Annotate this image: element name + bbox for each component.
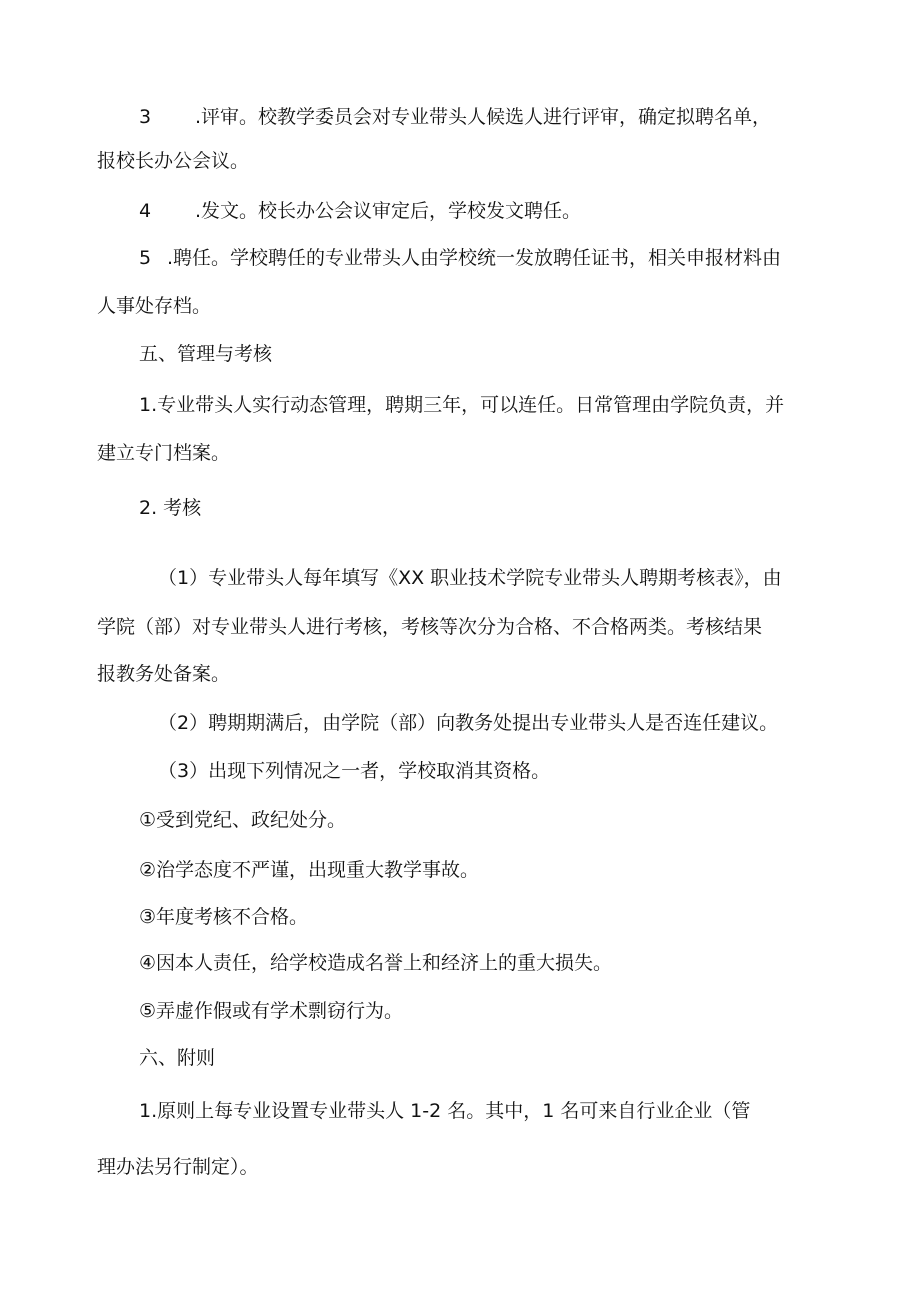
item-number: 4 (139, 200, 152, 222)
line-text: .聘任。学校聘任的专业带头人由学校统一发放聘任证书，相关申报材料由 (167, 247, 782, 269)
paragraph-appoint-cont: 人事处存档。 (97, 295, 212, 317)
paragraph-assessment-2: （2）聘期期满后，由学院（部）向教务处提出专业带头人是否连任建议。 (158, 712, 779, 734)
paragraph-assessment-1: （1）专业带头人每年填写《XX 职业技术学院专业带头人聘期考核表》，由 (158, 567, 782, 589)
list-item-3: ③年度考核不合格。 (139, 906, 309, 928)
paragraph-appendix-1: 1.原则上每专业设置专业带头人 1-2 名。其中，1 名可来自行业企业（管 (139, 1100, 751, 1122)
list-item-2: ②治学态度不严谨，出现重大教学事故。 (139, 859, 480, 881)
paragraph-dynamic-management: 1.专业带头人实行动态管理，聘期三年，可以连任。日常管理由学院负责，并 (139, 394, 785, 416)
paragraph-review-cont: 报校长办公会议。 (97, 150, 250, 172)
paragraph-assessment-3: （3）出现下列情况之一者，学校取消其资格。 (158, 760, 551, 782)
paragraph-dynamic-management-cont: 建立专门档案。 (97, 442, 231, 464)
paragraph-review (139, 105, 771, 129)
list-item-1: ①受到党纪、政纪处分。 (139, 809, 347, 831)
line-text: .发文。校长办公会议审定后，学校发文聘任。 (195, 200, 582, 222)
item-number: 3 (139, 106, 152, 128)
section-heading-management: 五、管理与考核 (139, 343, 273, 365)
paragraph-appendix-1-cont: 理办法另行制定）。 (97, 1156, 259, 1178)
line-text: .评审。校教学委员会对专业带头人候选人进行评审，确定拟聘名单， (195, 106, 772, 128)
paragraph-assessment-1-cont2: 报教务处备案。 (97, 663, 231, 685)
item-number: 5 (139, 247, 152, 269)
section-heading-appendix: 六、附则 (139, 1047, 216, 1069)
paragraph-issue (139, 199, 581, 223)
subheading-assessment: 2. 考核 (139, 497, 202, 519)
list-item-4: ④因本人责任，给学校造成名誉上和经济上的重大损失。 (139, 952, 613, 974)
paragraph-appoint (139, 246, 781, 270)
list-item-5: ⑤弄虚作假或有学术剽窃行为。 (139, 1000, 404, 1022)
paragraph-assessment-1-cont: 学院（部）对专业带头人进行考核，考核等次分为合格、不合格两类。考核结果 (97, 616, 763, 638)
